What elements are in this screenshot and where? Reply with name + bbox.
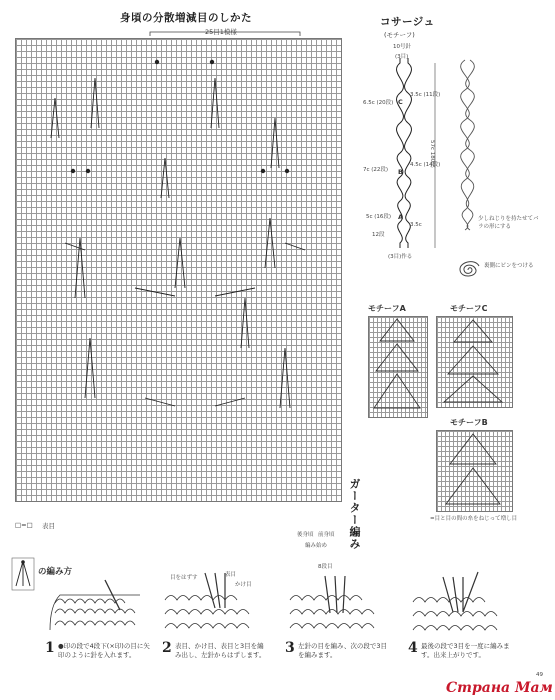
corsage-letter-c: C — [398, 98, 403, 106]
motif-a-outline — [368, 316, 426, 416]
step-2-text: 表目、かけ目、表目と3目を編み出し、左針からはずします。 — [175, 642, 266, 659]
corsage-dim-c: 6.5c (20段) — [363, 100, 394, 106]
step-3-illustration — [285, 568, 385, 636]
caption-front: 前身頃 — [318, 532, 335, 538]
repeat-bracket — [150, 30, 300, 38]
step-2-label-yo: かけ目 — [235, 582, 252, 588]
step-4-illustration — [408, 572, 508, 636]
page-number: 49 — [536, 672, 543, 678]
caption-start: 編み始め — [305, 543, 328, 549]
corsage-bottom-stitches: (3目)作る — [388, 254, 413, 260]
repeat-label: 25目1模様 — [205, 28, 237, 36]
corsage-dim-f: 12段 — [372, 232, 385, 238]
corsage-dim-e: 5c (16段) — [366, 214, 392, 220]
page-title: 身頃の分散増減目のしかた — [120, 12, 252, 24]
garter-label: ガーター編み — [348, 478, 361, 550]
caption-back: 後身頃 — [297, 532, 314, 538]
corsage-note-pin: 裏側にピンをつける — [484, 263, 534, 269]
step-3-label-hook: 8段目 — [318, 564, 333, 570]
motif-b-outline — [436, 430, 511, 510]
step-3-number: 3 — [285, 640, 295, 656]
step-4-number: 4 — [408, 640, 418, 656]
corsage-letter-a: A — [398, 213, 404, 221]
corsage-subtitle: (モチーフ) — [384, 31, 415, 39]
step-1-illustration — [45, 575, 145, 635]
step-1-text: ●印の段で4段下(×印)の目に矢印のように針を入れます。 — [58, 642, 150, 659]
corsage-dim-d: 7c (22段) — [363, 167, 389, 173]
bobble-symbol-icon — [12, 558, 34, 590]
step-3-text: 左針の目を編み、次の段で3目を編みます。 — [298, 642, 388, 659]
corsage-needle: 10号針 — [393, 44, 411, 50]
legend-text: 表目 — [42, 522, 55, 530]
instructions-title: の編み方 — [38, 567, 73, 577]
corsage-top-stitches: (3目) — [395, 54, 409, 60]
corsage-note-fold: 少しねじりを持たせてバラの形にする — [478, 216, 539, 230]
corsage-dim-b: 4.5c (14段) — [410, 162, 441, 168]
corsage-title: コサージュ — [380, 16, 435, 28]
step-1-number: 1 — [45, 640, 55, 656]
corsage-dim-total: 57c 180段 — [429, 140, 435, 168]
corsage-finished-drawing — [450, 60, 490, 230]
step-2-label-remove: 目をはずす — [170, 575, 198, 581]
corsage-letter-b: B — [398, 168, 403, 176]
motif-b-title: モチーフB — [450, 418, 488, 427]
motif-a-title: モチーフA — [368, 304, 406, 313]
site-watermark: Страна Мам — [446, 680, 553, 696]
step-4-text: 最後の段で3目を一度に編みます。出来上がりです。 — [421, 642, 510, 659]
legend-symbol: □=□ — [15, 521, 33, 529]
chart-symbols — [15, 38, 340, 500]
motif-c-outline — [436, 316, 511, 406]
motif-c-title: モチーフC — [450, 304, 488, 313]
step-2-number: 2 — [162, 640, 172, 656]
rose-spiral-icon — [455, 258, 481, 282]
corsage-dim-g: 3.5c — [410, 222, 422, 228]
corsage-dim-a: 3.5c (11段) — [410, 92, 441, 98]
motif-increase-note: =目と目の間の糸をねじって増し目 — [430, 516, 518, 522]
step-2-label-knit: 表目 — [225, 572, 237, 578]
